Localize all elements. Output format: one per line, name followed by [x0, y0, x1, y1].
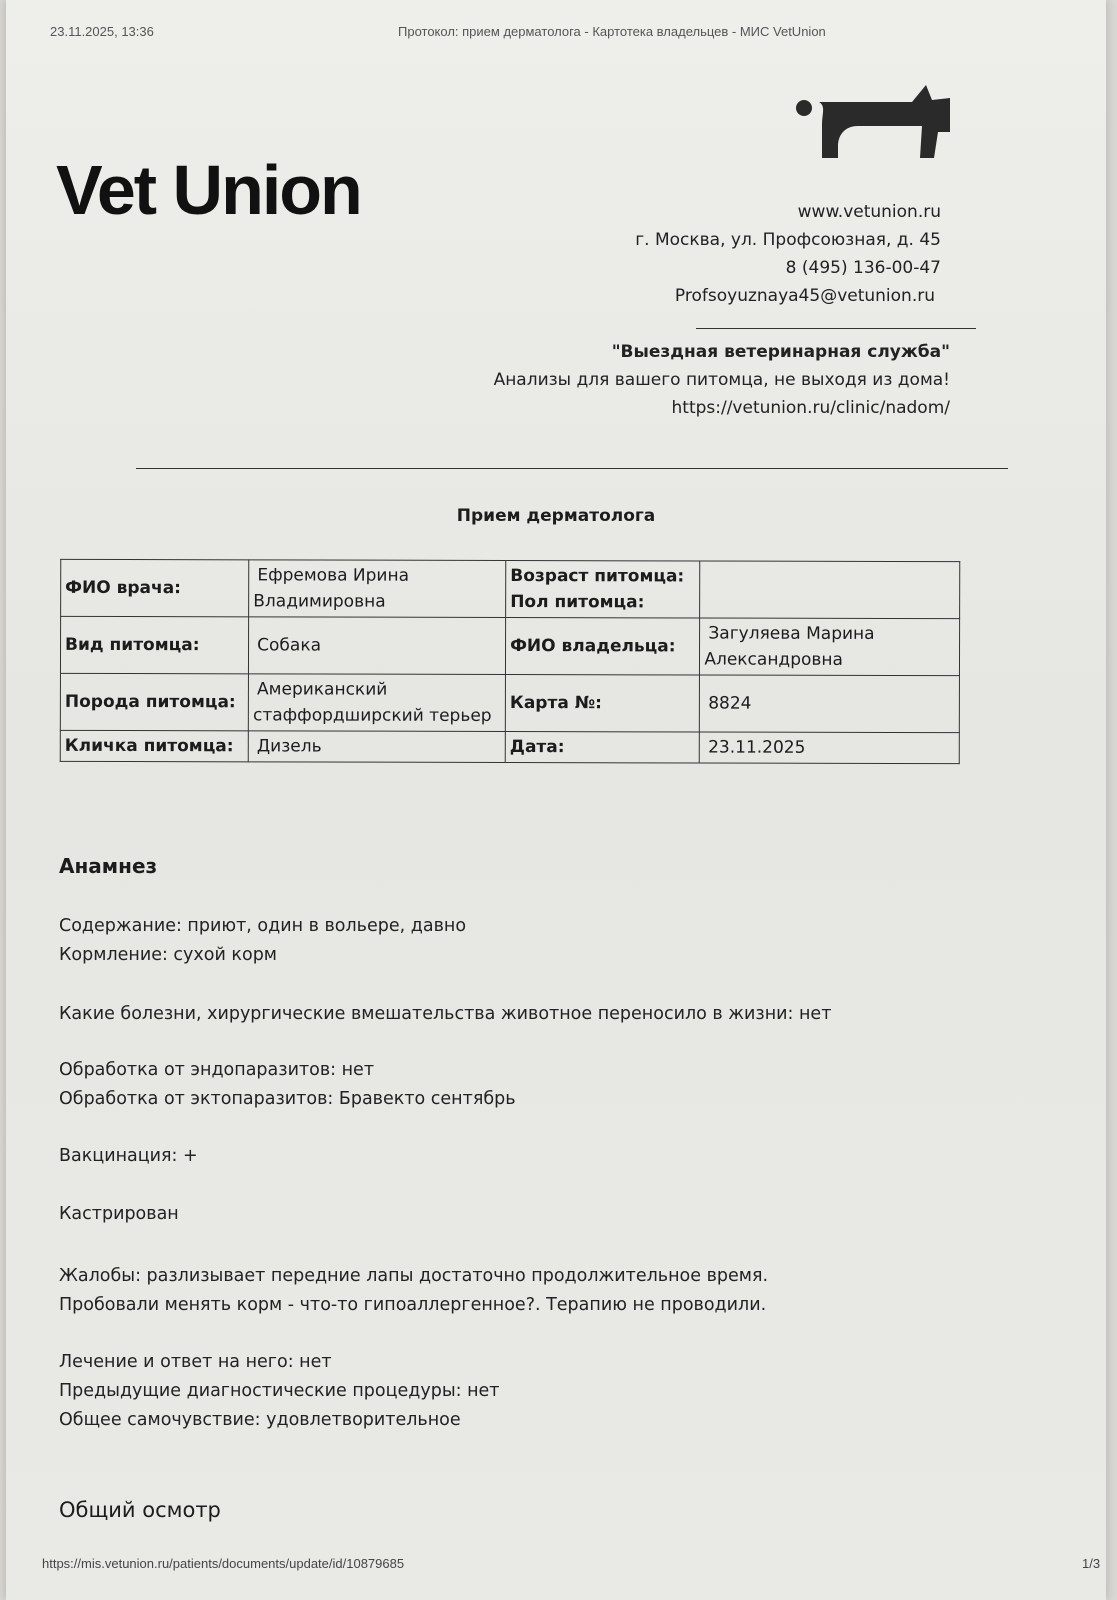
- website-text: www.vetunion.ru: [797, 202, 941, 222]
- print-page-title: Протокол: прием дерматолога - Картотека владельцев - МИС VetUnion: [398, 24, 826, 39]
- print-datetime: 23.11.2025, 13:36: [50, 24, 154, 39]
- document-page: [6, 0, 1106, 1600]
- doctor-value-line: Владимировна: [253, 591, 386, 612]
- pet-name-value: Дизель: [248, 731, 505, 763]
- service-tagline: Анализы для вашего питомца, не выходя из дома!: [493, 370, 950, 390]
- page-number: 1/3: [1082, 1556, 1101, 1571]
- email-text: Profsoyuznaya45@vetunion.ru: [674, 286, 935, 306]
- owner-value-line: Загуляева Марина: [708, 623, 875, 644]
- treatment-history: [59, 1348, 500, 1435]
- complaints-line: Пробовали менять корм - что-то гипоаллергенное?. Терапию не проводили.: [59, 1295, 767, 1315]
- breed-value: [248, 674, 505, 732]
- patient-info-table: [60, 559, 961, 764]
- owner-label: ФИО владельца:: [506, 617, 700, 675]
- anamnesis-housing-feeding: [59, 912, 466, 970]
- treatment-text: Лечение и ответ на него: нет: [59, 1352, 332, 1372]
- card-value: 8824: [700, 675, 960, 733]
- divider: [136, 468, 1008, 469]
- table-row: [61, 559, 960, 618]
- document-title: Прием дерматолога: [456, 506, 656, 526]
- date-value: 23.11.2025: [700, 732, 960, 764]
- footer-url: https://mis.vetunion.ru/patients/documents/update/id/10879685: [42, 1556, 405, 1571]
- age-sex-value: [700, 561, 960, 619]
- card-label: Карта №:: [505, 674, 699, 732]
- breed-label: Порода питомца:: [60, 673, 248, 730]
- neutered-text: Кастрирован: [59, 1204, 179, 1224]
- service-name: "Выездная ветеринарная служба": [611, 342, 950, 362]
- age-label: Возраст питомца:: [510, 566, 685, 587]
- table-row: [60, 673, 959, 732]
- wellbeing-text: Общее самочувствие: удовлетворительное: [59, 1410, 461, 1430]
- complaints-line: Жалобы: разлизывает передние лапы достаточно продолжительное время.: [59, 1266, 769, 1286]
- species-value: Собака: [249, 617, 506, 675]
- sex-label: Пол питомца:: [510, 592, 645, 613]
- feeding-text: Кормление: сухой корм: [59, 945, 277, 965]
- animal-logo-icon: [794, 80, 960, 170]
- species-label: Вид питомца:: [60, 616, 248, 673]
- service-url: https://vetunion.ru/clinic/nadom/: [671, 398, 950, 418]
- divider: [696, 328, 976, 329]
- age-sex-label: [506, 560, 700, 618]
- parasite-treatment: [59, 1056, 516, 1114]
- anamnesis-heading: Анамнез: [59, 854, 158, 878]
- endoparasites-text: Обработка от эндопаразитов: нет: [59, 1060, 375, 1080]
- doctor-label: ФИО врача:: [61, 559, 249, 616]
- date-label: Дата:: [505, 731, 699, 763]
- phone-text: 8 (495) 136-00-47: [785, 258, 941, 278]
- owner-value: [700, 618, 960, 676]
- service-block: [494, 338, 950, 422]
- pet-name-label: Кличка питомца:: [60, 730, 248, 761]
- vaccination-text: Вакцинация: +: [59, 1146, 198, 1166]
- general-exam-heading: Общий осмотр: [59, 1498, 221, 1522]
- table-row: [60, 730, 959, 763]
- owner-value-line: Александровна: [704, 649, 843, 670]
- housing-text: Содержание: приют, один в вольере, давно: [59, 916, 467, 936]
- breed-value-line: стаффордширский терьер: [252, 705, 492, 726]
- prev-diagnostics-text: Предыдущие диагностические процедуры: нет: [59, 1381, 500, 1401]
- diseases-text: Какие болезни, хирургические вмешательства животное переносило в жизни: нет: [59, 1004, 832, 1024]
- breed-value-line: Американский: [257, 679, 388, 700]
- table-row: [60, 616, 959, 675]
- contact-block: [635, 198, 941, 310]
- ectoparasites-text: Обработка от эктопаразитов: Бравекто сентябрь: [59, 1089, 516, 1109]
- complaints: [59, 1262, 768, 1320]
- doctor-value: [249, 560, 506, 618]
- brand-logo-text: Vet Union: [56, 151, 361, 229]
- doctor-value-line: Ефремова Ирина: [257, 565, 410, 586]
- address-text: г. Москва, ул. Профсоюзная, д. 45: [635, 230, 941, 250]
